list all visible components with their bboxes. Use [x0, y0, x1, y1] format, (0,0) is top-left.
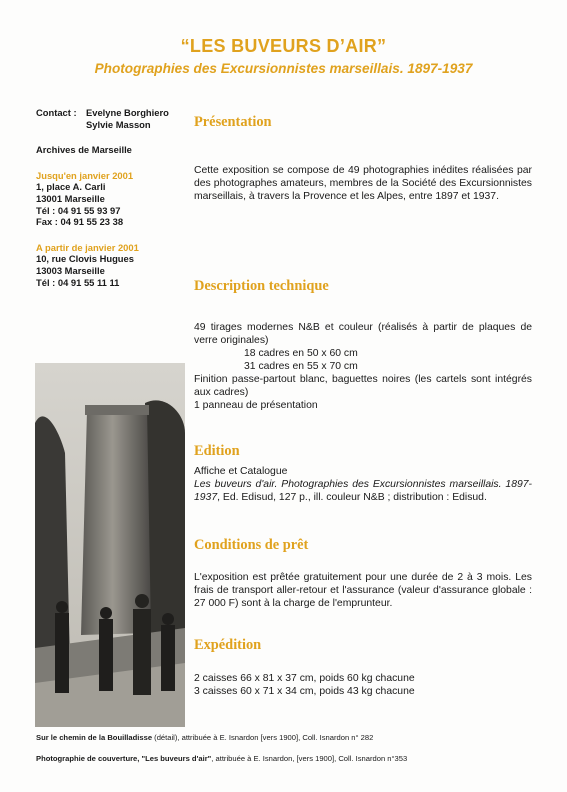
edition-text — [194, 465, 532, 504]
presentation-heading: Présentation — [194, 114, 272, 130]
document-title: “LES BUVEURS D’AIR” — [180, 36, 387, 56]
conditions-text: L'exposition est prêtée gratuitement pour une durée de 2 à 3 mois. Les frais de transport aller-retour et l'assurance (valeur d'assurance globale : 27 000 F) sont à la charge de l'emprunteur. — [194, 572, 532, 609]
cover-caption-title: Photographie de couverture, "Les buveurs d'air" — [36, 754, 212, 763]
contact-block — [36, 107, 186, 130]
address1-line: 1, place A. Carli — [36, 181, 106, 193]
photo-caption-title: Sur le chemin de la Bouilladisse — [36, 733, 153, 742]
conditions-heading: Conditions de prêt — [194, 537, 309, 553]
description-line: 49 tirages modernes N&B et couleur (réalisés à partir de plaques de verre originales) — [194, 322, 532, 346]
contact-names — [86, 107, 169, 130]
address2-line: Tél : 04 91 55 11 11 — [36, 276, 120, 288]
edition-book-details: , Ed. Edisud, 127 p., ill. couleur N&B ; distribution : Edisud. — [217, 492, 487, 503]
expedition-line: 2 caisses 66 x 81 x 37 cm, poids 60 kg chacune — [194, 673, 415, 684]
archives-name: Archives de Marseille — [36, 144, 132, 156]
edition-book-title: Les buveurs d'air. Photographies des Excursionnistes marseillais. 1897-1937 — [194, 479, 532, 503]
address1-line: Fax : 04 91 55 23 38 — [36, 216, 124, 228]
photo-caption-credit: (détail), attribuée à E. Isnardon [vers 1900], Coll. Isnardon n° 282 — [152, 733, 374, 742]
cover-caption-credit: , attribuée à E. Isnardon, [vers 1900], Coll. Isnardon n°353 — [211, 754, 408, 763]
contact-label: Contact : — [36, 107, 77, 118]
edition-heading: Edition — [194, 443, 240, 459]
edition-line: Affiche et Catalogue — [194, 466, 288, 477]
description-line: 1 panneau de présentation — [194, 400, 318, 411]
historic-photo — [35, 363, 185, 727]
address1-line: 13001 Marseille — [36, 192, 105, 204]
contact-name: Evelyne Borghiero — [86, 107, 169, 118]
photo-caption — [36, 733, 373, 742]
expedition-line: 3 caisses 60 x 71 x 34 cm, poids 43 kg chacune — [194, 686, 415, 697]
contact-name: Sylvie Masson — [86, 118, 151, 130]
description-text — [194, 321, 532, 412]
photo-illustration — [35, 363, 185, 727]
edition-reference — [194, 478, 532, 504]
description-line: 18 cadres en 50 x 60 cm — [244, 348, 358, 359]
cover-caption — [36, 754, 407, 763]
description-line: 31 cadres en 55 x 70 cm — [244, 361, 358, 372]
presentation-text: Cette exposition se compose de 49 photographies inédites réalisées par des photographes amateurs, membres de la Société des Excursionnistes marseillais, à travers la Provence et les Alpes, entre 1897 et 1937. — [194, 165, 532, 202]
expedition-heading: Expédition — [194, 637, 262, 653]
address2-period: A partir de janvier 2001 — [36, 241, 139, 253]
address1-period: Jusqu'en janvier 2001 — [36, 169, 134, 181]
address2-line: 13003 Marseille — [36, 264, 105, 276]
contact-sidebar — [36, 107, 186, 288]
document-subtitle: Photographies des Excursionnistes marseillais. 1897-1937 — [94, 61, 473, 76]
page-header — [0, 36, 567, 76]
address1-line: Tél : 04 91 55 93 97 — [36, 204, 121, 216]
expedition-text — [194, 672, 532, 698]
description-line: Finition passe-partout blanc, baguettes noires (les cartels sont intégrés aux cadres) — [194, 374, 532, 398]
address2-line: 10, rue Clovis Hugues — [36, 253, 134, 265]
description-heading: Description technique — [194, 278, 329, 294]
